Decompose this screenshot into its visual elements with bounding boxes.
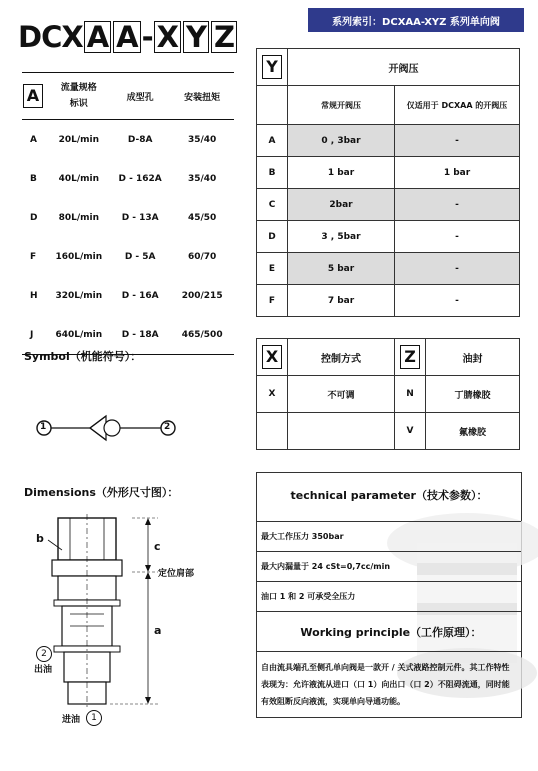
col-flow-spec: 流量规格 标识: [48, 73, 110, 120]
working-principle-text: 自由流具端孔至侧孔单向阀是一款开 / 关式液路控制元件。其工作特性表现为：允许液流从进口（口 1）向出口（口 2）不阻碍流通，同时能有效阻断反向液流，实现单向导通功能。: [257, 651, 521, 717]
table-a-letter: A: [23, 84, 43, 108]
technical-parameter-box: [256, 472, 522, 718]
dimensions-heading: Dimensions（外形尺寸图）：: [24, 486, 179, 499]
tech-heading: technical parameter（技术参数）：: [290, 489, 488, 502]
tech-line-leakage: 最大内漏量于 24 cSt=0,7cc/min: [257, 551, 521, 581]
table-z-letter: Z: [400, 345, 420, 369]
table-row: H 320L/min D - 16A 200/215: [30, 290, 223, 301]
inlet-label: 进油: [62, 715, 81, 725]
table-row: A 0 , 3bar -: [257, 125, 520, 157]
port-1-circle: 1: [86, 710, 102, 726]
model-code: [18, 20, 238, 54]
model-box-a2: A: [113, 21, 140, 53]
flow-spec-table: [22, 72, 234, 355]
table-row: E 5 bar -: [257, 253, 520, 285]
cracking-pressure-table: [256, 48, 520, 317]
model-box-z: Z: [211, 21, 237, 53]
table-x-title: 控制方式: [288, 339, 395, 376]
table-row: X 不可调 N 丁腈橡胶: [257, 376, 520, 413]
model-box-y: Y: [183, 21, 209, 53]
table-row: B 1 bar 1 bar: [257, 157, 520, 189]
port-2-circle: 2: [36, 646, 52, 662]
shoulder-label: 定位肩部: [158, 569, 195, 579]
table-row: D 80L/min D - 13A 45/50: [30, 212, 217, 223]
table-row: A 20L/min D-8A 35/40: [30, 134, 217, 145]
model-box-a1: A: [84, 21, 111, 53]
col-cavity: 成型孔: [110, 73, 170, 120]
table-row: F 7 bar -: [257, 285, 520, 317]
table-z-title: 油封: [426, 339, 520, 376]
model-prefix: DCX: [18, 20, 83, 54]
table-row: F 160L/min D - 5A 60/70: [30, 251, 217, 262]
model-dash: -: [141, 20, 153, 54]
table-y-title: 开阀压: [288, 49, 520, 86]
tech-line-ports: 油口 1 和 2 可承受全压力: [257, 581, 521, 611]
symbol-port-2: 2: [164, 422, 171, 432]
outlet-label: 出油: [34, 665, 53, 675]
valve-cross-section-drawing: [40, 510, 200, 730]
table-row: D 3 , 5bar -: [257, 221, 520, 253]
table-x-letter: X: [262, 345, 282, 369]
table-row: B 40L/min D - 162A 35/40: [30, 173, 217, 184]
series-index-banner: 系列索引：DCXAA-XYZ 系列单向阀: [308, 8, 524, 32]
symbol-heading: Symbol（机能符号）：: [24, 350, 142, 363]
symbol-port-1: 1: [40, 422, 47, 432]
dimension-label-c: c: [154, 540, 161, 553]
table-y-letter: Y: [262, 55, 282, 79]
dimension-label-a: a: [154, 624, 162, 637]
model-box-x: X: [154, 21, 181, 53]
table-row: J 640L/min D - 18A 465/500: [22, 315, 234, 355]
col-torque: 安装扭矩: [170, 73, 234, 120]
tech-line-max-pressure: 最大工作压力 350bar: [257, 521, 521, 551]
control-seal-table: [256, 338, 520, 450]
col-normal-pressure: 常规开阀压: [288, 86, 395, 125]
dimension-label-b: b: [36, 532, 44, 545]
table-header-row: [22, 73, 234, 120]
col-dcxaa-pressure: 仅适用于 DCXAA 的开阀压: [395, 86, 520, 125]
table-row: C 2bar -: [257, 189, 520, 221]
working-principle-heading: Working principle（工作原理）：: [257, 611, 521, 651]
table-row: V 氟橡胶: [257, 413, 520, 450]
